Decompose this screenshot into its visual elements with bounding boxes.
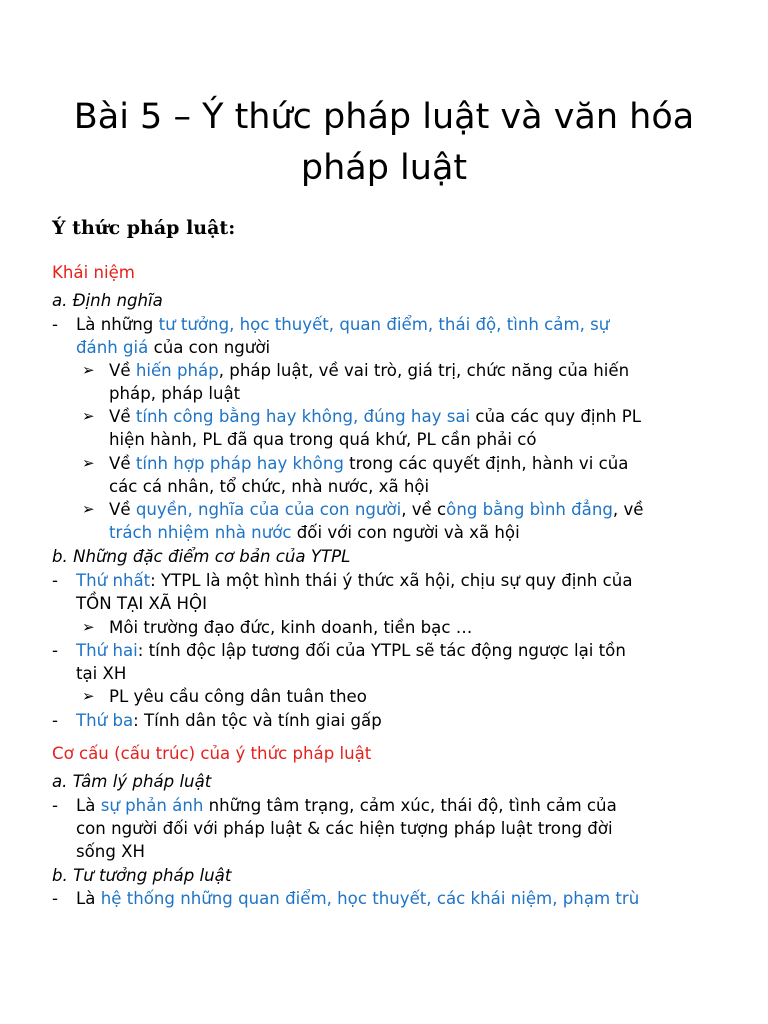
sub-item-cong-bang-line-1: Về tính công bằng hay không, đúng hay sai của các quy định PL <box>109 407 642 426</box>
thu-nhat-line-1: Thứ nhất: YTPL là một hình thái ý thức xã hội, chịu sự quy định của <box>76 571 633 590</box>
tam-ly-line-2: con người đối với pháp luật & các hiện tượng pháp luật trong đời <box>76 819 613 838</box>
sub-item-hop-phap-line-1: Về tính hợp pháp hay không trong các quyết định, hành vi của <box>109 454 629 473</box>
dash-bullet: - <box>52 641 58 660</box>
thu-nhat-sub: Môi trường đạo đức, kinh doanh, tiền bạc … <box>109 618 473 637</box>
item-a-tam-ly: a. Tâm lý pháp luật <box>52 772 212 791</box>
thu-ba-line: Thứ ba: Tính dân tộc và tính giai gấp <box>76 711 382 730</box>
arrow-bullet-icon: ➢ <box>82 361 95 379</box>
dash-bullet: - <box>52 889 58 908</box>
title-line-2: pháp luật <box>300 148 468 188</box>
arrow-bullet-icon: ➢ <box>82 618 95 636</box>
sub-item-cong-bang-line-2: hiện hành, PL đã qua trong quá khứ, PL cần phải có <box>109 430 537 449</box>
sub-item-hien-phap-line-2: pháp, pháp luật <box>109 384 241 403</box>
tam-ly-line-1: Là sự phản ánh những tâm trạng, cảm xúc, thái độ, tình cảm của <box>76 796 617 815</box>
item-b-tu-tuong: b. Tư tưởng pháp luật <box>52 866 232 885</box>
tu-tuong-line-1: Là hệ thống những quan điểm, học thuyết, các khái niệm, phạm trù <box>76 889 640 908</box>
arrow-bullet-icon: ➢ <box>82 687 95 705</box>
arrow-bullet-icon: ➢ <box>82 407 95 425</box>
thu-hai-line-1: Thứ hai: tính độc lập tương đối của YTPL sẽ tác động ngược lại tồn <box>76 641 626 660</box>
thu-nhat-line-2: TỒN TẠI XÃ HỘI <box>76 594 207 613</box>
sub-item-hien-phap-line-1: Về hiến pháp, pháp luật, về vai trò, giá trị, chức năng của hiến <box>109 361 630 380</box>
arrow-bullet-icon: ➢ <box>82 454 95 472</box>
thu-hai-sub: PL yêu cầu công dân tuân theo <box>109 687 367 706</box>
title-line-1: Bài 5 – Ý thức pháp luật và văn hóa <box>73 97 695 137</box>
sub-item-quyen-line-1: Về quyền, nghĩa của của con người, về công bằng bình đẳng, về <box>109 500 644 519</box>
thu-hai-line-2: tại XH <box>76 664 127 683</box>
sub-item-quyen-line-2: trách nhiệm nhà nước đối với con người và xã hội <box>109 523 520 542</box>
section-heading-y-thuc-phap-luat: Ý thức pháp luật: <box>52 217 236 239</box>
dash-bullet: - <box>52 571 58 590</box>
item-b-dac-diem: b. Những đặc điểm cơ bản của YTPL <box>52 547 351 566</box>
dash-bullet: - <box>52 711 58 730</box>
dash-bullet: - <box>52 796 58 815</box>
subheading-khai-niem: Khái niệm <box>52 263 135 282</box>
subheading-co-cau: Cơ cấu (cấu trúc) của ý thức pháp luật <box>52 744 372 763</box>
sub-item-hop-phap-line-2: các cá nhân, tổ chức, nhà nước, xã hội <box>109 477 430 496</box>
arrow-bullet-icon: ➢ <box>82 500 95 518</box>
tam-ly-line-3: sống XH <box>76 842 145 861</box>
page-title <box>40 92 728 194</box>
item-a-dinh-nghia: a. Định nghĩa <box>52 291 163 310</box>
definition-line-1: Là những tư tưởng, học thuyết, quan điểm, thái độ, tình cảm, sự <box>76 315 610 334</box>
definition-line-2: đánh giá của con người <box>76 338 271 357</box>
dash-bullet: - <box>52 315 58 334</box>
